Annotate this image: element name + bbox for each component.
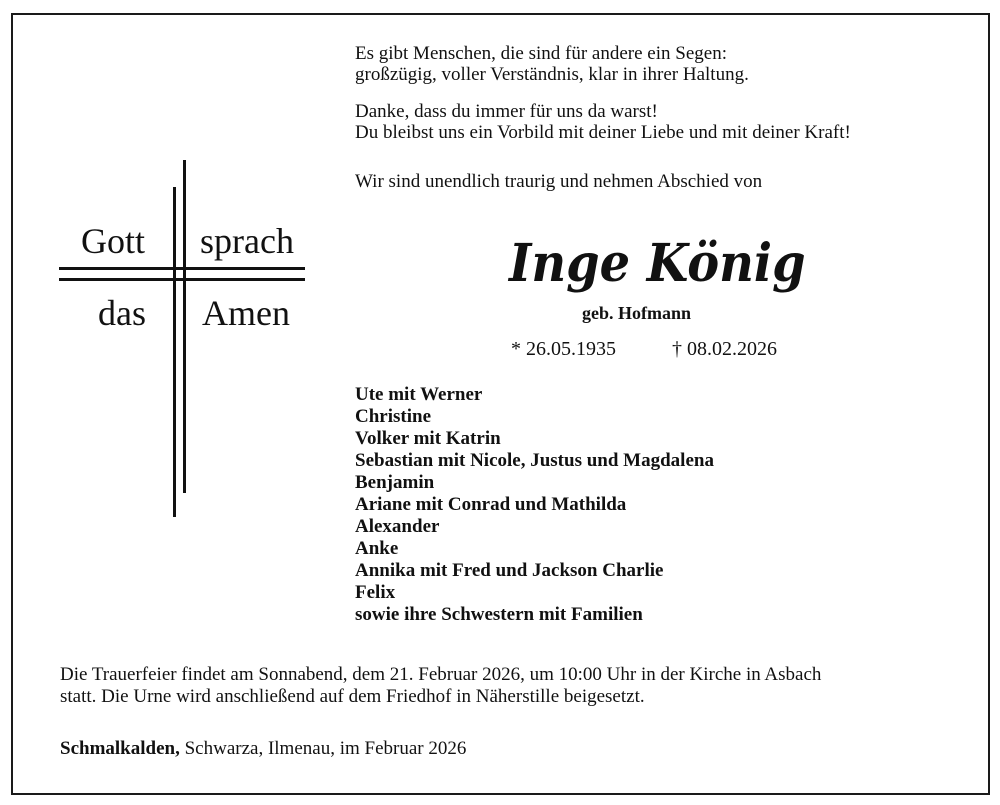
mourner-entry: Ariane mit Conrad und Mathilda — [355, 494, 627, 515]
poem-line-1: Es gibt Menschen, die sind für andere ein Segen: — [355, 43, 727, 64]
mourner-entry: Felix — [355, 582, 396, 603]
deceased-name: Inge König — [509, 233, 806, 294]
mourner-entry: Anke — [355, 538, 399, 559]
farewell-line: Wir sind unendlich traurig und nehmen Abschied von — [355, 171, 763, 192]
mourner-entry: sowie ihre Schwestern mit Familien — [355, 604, 643, 625]
mourner-entry: Volker mit Katrin — [355, 428, 501, 449]
cross-horizontal-top — [59, 267, 305, 270]
cross-word-gott: Gott — [81, 221, 146, 261]
funeral-line-2: statt. Die Urne wird anschließend auf dem Friedhof in Näherstille beigesetzt. — [60, 686, 645, 707]
place-rest: Schwarza, Ilmenau, im Februar 2026 — [184, 738, 467, 759]
maiden-name: geb. Hofmann — [582, 303, 692, 323]
cross-word-das: das — [98, 293, 146, 333]
cross-vertical-left — [173, 187, 176, 517]
birth-date: * 26.05.1935 — [511, 338, 616, 360]
funeral-line-1: Die Trauerfeier findet am Sonnabend, dem 21. Februar 2026, um 10:00 Uhr in der Kirche in Asbach — [60, 664, 822, 685]
poem-line-4: Du bleibst uns ein Vorbild mit deiner Liebe und mit deiner Kraft! — [355, 122, 851, 143]
death-date: † 08.02.2026 — [672, 338, 777, 360]
cross-word-amen: Amen — [202, 293, 290, 333]
mourner-entry: Christine — [355, 406, 431, 427]
mourner-entry: Alexander — [355, 516, 440, 537]
place-line — [60, 738, 466, 760]
cross-vertical-right — [183, 160, 186, 493]
mourner-entry: Sebastian mit Nicole, Justus und Magdalena — [355, 450, 714, 471]
poem-line-3: Danke, dass du immer für uns da warst! — [355, 101, 658, 122]
cross-word-sprach: sprach — [200, 221, 294, 261]
mourner-entry: Benjamin — [355, 472, 435, 493]
place-bold: Schmalkalden, — [60, 738, 180, 759]
cross-horizontal-bottom — [59, 278, 305, 281]
mourner-entry: Annika mit Fred und Jackson Charlie — [355, 560, 664, 581]
poem-line-2: großzügig, voller Verständnis, klar in ihrer Haltung. — [355, 64, 749, 85]
mourner-entry: Ute mit Werner — [355, 384, 483, 405]
